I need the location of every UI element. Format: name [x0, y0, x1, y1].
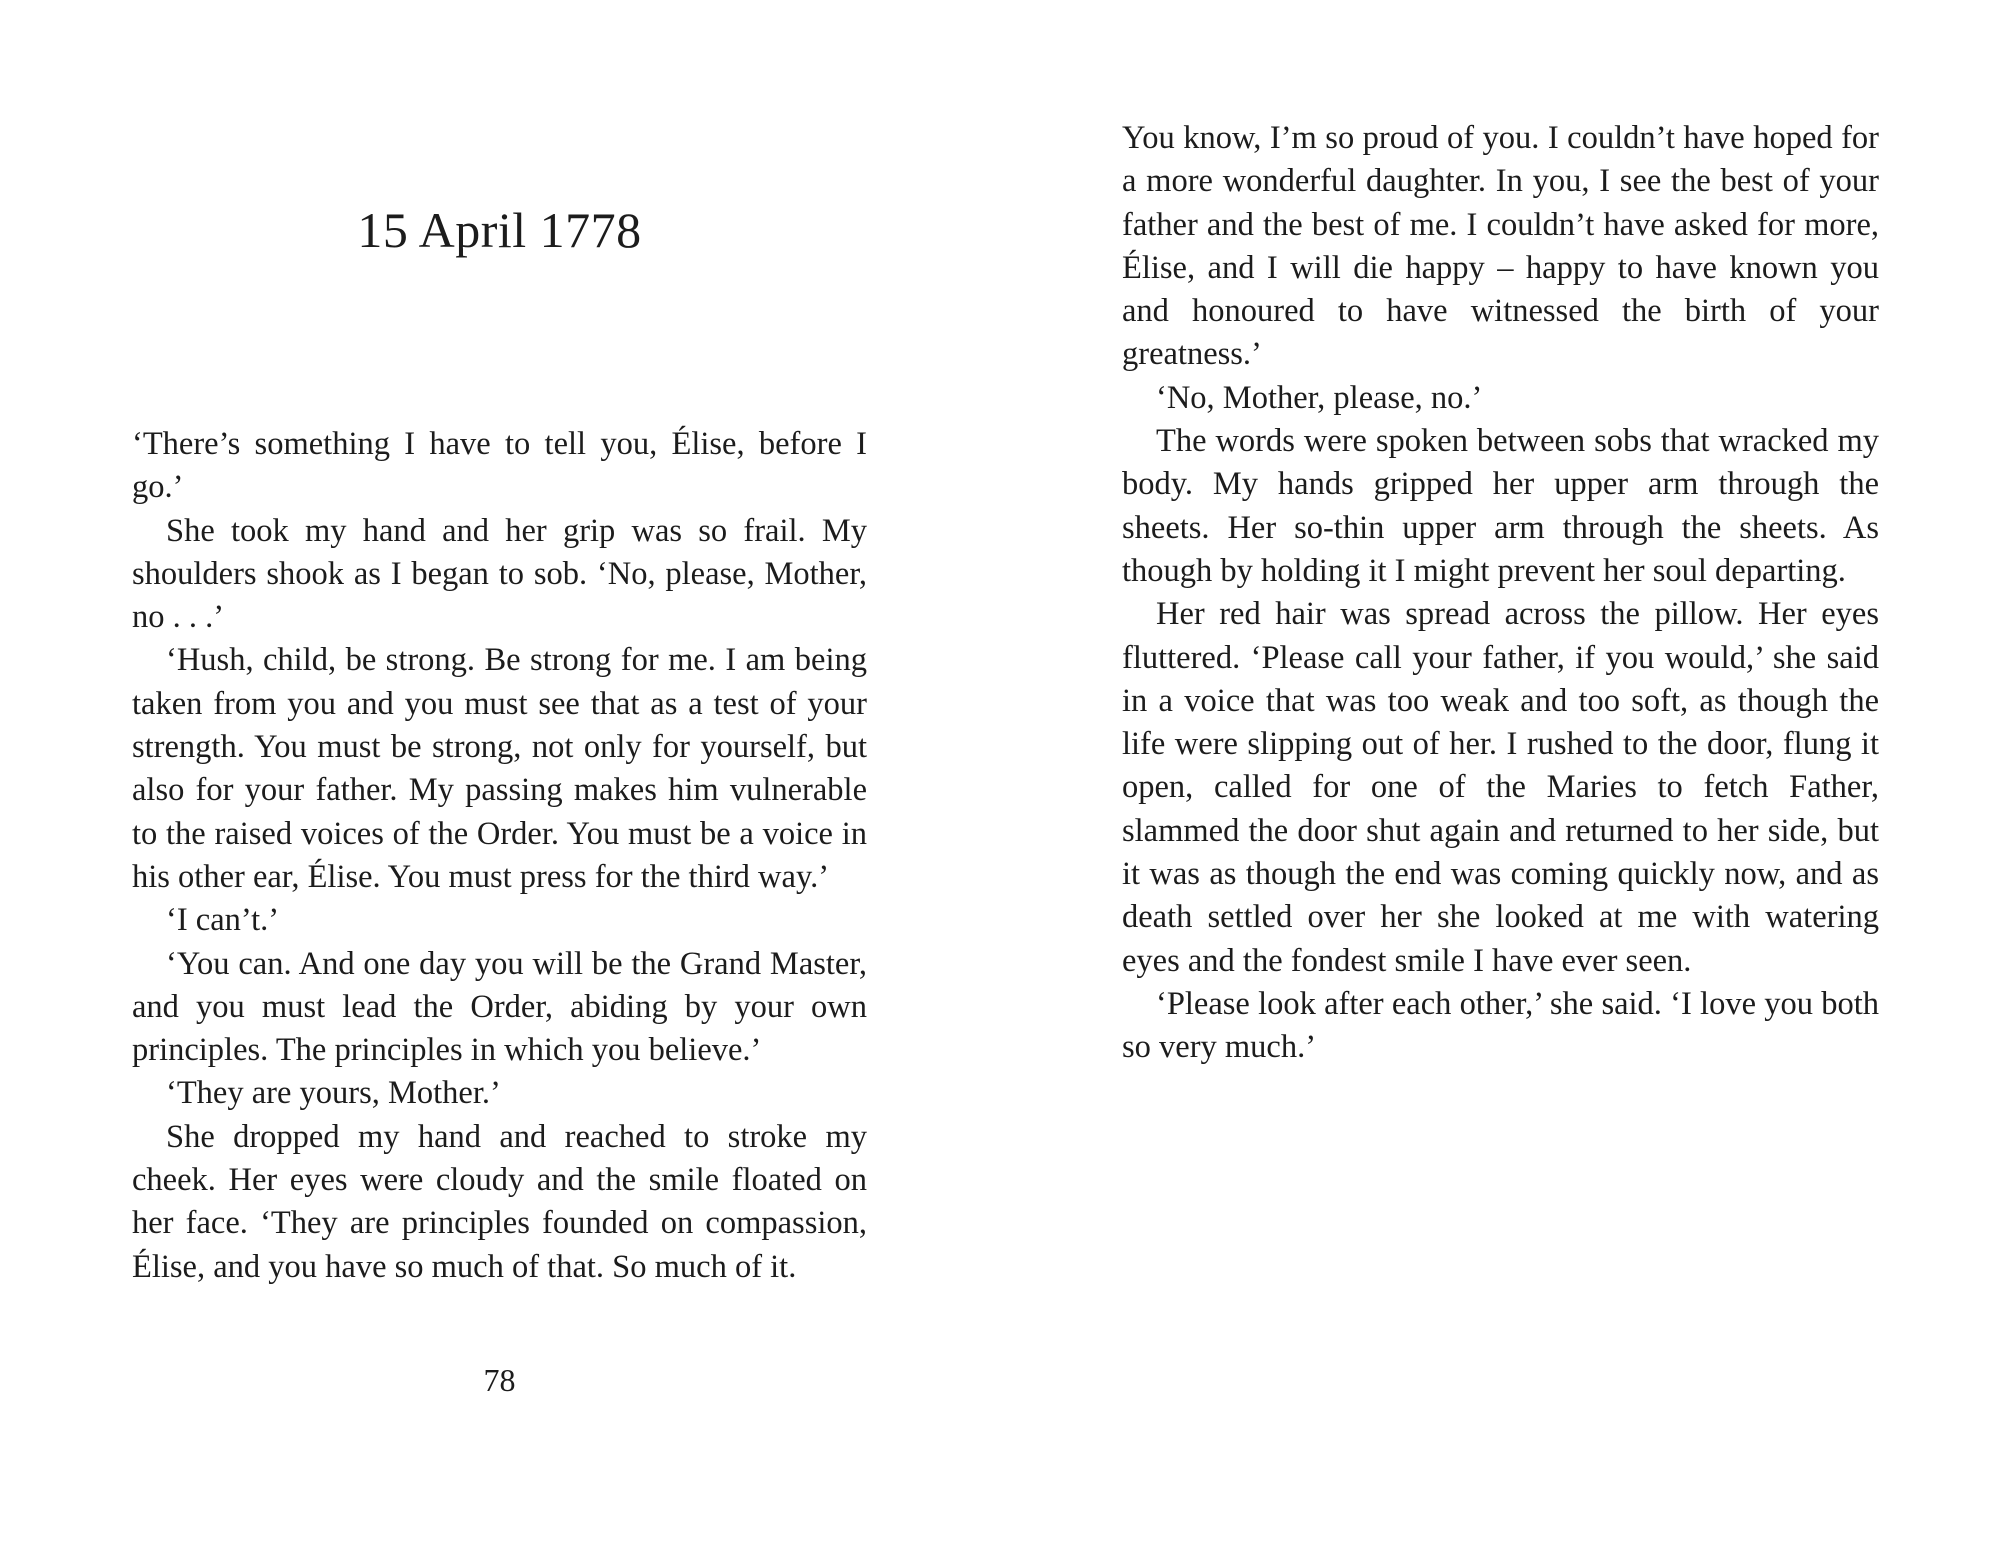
- paragraph: ‘Hush, child, be strong. Be strong for me. I am being taken from you and you must see that as a test of your strength. You must be strong, not only for yourself, but also for your father. My passing makes him vulnerable to the raised voices of the Order. You must be a voice in his other ear, Élise. You must press for the third way.’: [132, 642, 867, 895]
- paragraph: ‘You can. And one day you will be the Grand Master, and you must lead the Order, abiding by your own principles. The principles in which you believe.’: [132, 945, 867, 1069]
- page-number: 78: [483, 1362, 516, 1398]
- paragraph: You know, I’m so proud of you. I couldn’t have hoped for a more wonderful daughter. In you, I see the best of your father and the best of me. I couldn’t have asked for more, Élise, and I will die happy – happy to have known you and honoured to have witnessed the birth of your greatness.’: [1122, 120, 1879, 373]
- paragraph: ‘There’s something I have to tell you, Élise, before I go.’: [132, 426, 867, 506]
- paragraph: She took my hand and her grip was so frail. My shoulders shook as I began to sob. ‘No, please, Mother, no . . .’: [132, 512, 867, 636]
- paragraph: ‘I can’t.’: [166, 902, 280, 939]
- right-page: [1000, 0, 2000, 1567]
- paragraph: Her red hair was spread across the pillow. Her eyes fluttered. ‘Please call your father, if you would,’ she said in a voice that was too weak and too soft, as though the life were slipping out of her. I rushed to the door, flung it open, called for one of the Maries to fetch Father, slammed the door shut again and returned to her side, but it was as though the end was coming quickly now, and as death settled over her she looked at me with watering eyes and the fondest smile I have ever seen.: [1122, 596, 1879, 979]
- chapter-title: 15 April 1778: [357, 202, 642, 258]
- paragraph: The words were spoken between sobs that wracked my body. My hands gripped her upper arm through the sheets. Her so-thin upper arm through the sheets. As though by holding it I might prevent her soul departing.: [1122, 423, 1879, 589]
- left-page-body: [132, 423, 867, 1289]
- right-page-body: [1122, 117, 1879, 1070]
- paragraph: She dropped my hand and reached to stroke my cheek. Her eyes were cloudy and the smile floated on her face. ‘They are principles founded on compassion, Élise, and you have so much of that. So much of it.: [132, 1118, 867, 1285]
- paragraph: ‘Please look after each other,’ she said. ‘I love you both so very much.’: [1122, 985, 1879, 1066]
- paragraph: ‘No, Mother, please, no.’: [1156, 379, 1483, 416]
- paragraph: ‘They are yours, Mother.’: [166, 1075, 501, 1112]
- left-page: [0, 0, 930, 1567]
